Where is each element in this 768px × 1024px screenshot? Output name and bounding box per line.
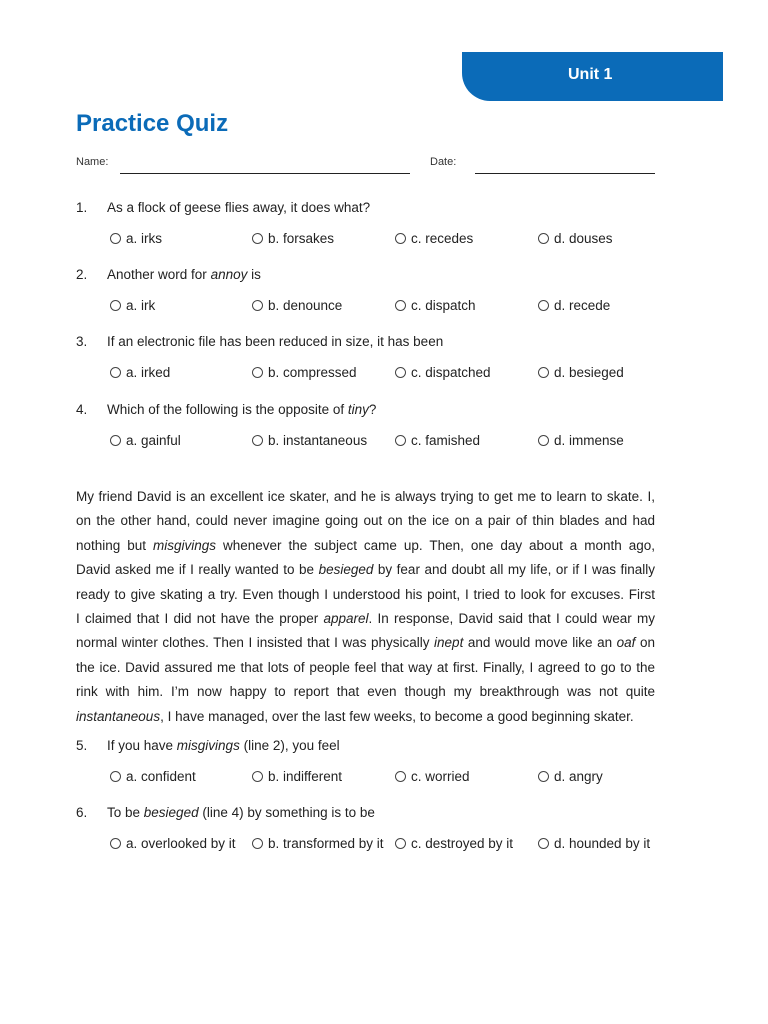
answer-option[interactable] [538, 231, 613, 246]
answer-option[interactable] [538, 298, 610, 313]
radio-icon[interactable] [110, 771, 121, 782]
passage-line: David asked me if I really wanted to be besieged by fear and doubt all my life, or if I was finally [76, 562, 655, 578]
question-5 [0, 738, 768, 808]
answer-option[interactable] [395, 836, 513, 851]
option-label: d. besieged [554, 365, 624, 380]
answer-option[interactable] [252, 231, 334, 246]
answer-option[interactable] [110, 365, 170, 380]
option-label: a. overlooked by it [126, 836, 236, 851]
answer-option[interactable] [252, 365, 357, 380]
radio-icon[interactable] [110, 838, 121, 849]
option-label: b. transformed by it [268, 836, 384, 851]
option-label: a. irked [126, 365, 171, 380]
answer-option[interactable] [395, 298, 476, 313]
option-label: d. recede [554, 298, 611, 313]
answer-option[interactable] [110, 433, 181, 448]
answer-option[interactable] [538, 836, 650, 851]
radio-icon[interactable] [395, 435, 406, 446]
answer-option[interactable] [110, 769, 196, 784]
answer-option[interactable] [252, 769, 342, 784]
reading-passage [76, 485, 655, 729]
answer-option[interactable] [395, 365, 491, 380]
passage-line: nothing but misgivings whenever the subject came up. Then, one day about a month ago, [76, 537, 655, 553]
unit-label: Unit 1 [568, 66, 613, 83]
unit-tab [462, 52, 723, 101]
passage-line: My friend David is an excellent ice skater, and he is always trying to get me to learn to skate. I, [76, 489, 655, 504]
option-label: b. indifferent [268, 769, 343, 784]
question-number: 4. [76, 402, 88, 417]
radio-icon[interactable] [252, 838, 263, 849]
radio-icon[interactable] [252, 771, 263, 782]
question-number: 5. [76, 738, 88, 753]
option-label: b. instantaneous [268, 433, 368, 448]
answer-option[interactable] [110, 231, 162, 246]
question-2 [0, 267, 768, 337]
question-text: Which of the following is the opposite of tiny? [107, 402, 377, 417]
answer-option[interactable] [538, 433, 624, 448]
passage-line: normal winter clothes. Then I insisted that I was physically inept and would move like an oaf on [76, 635, 655, 651]
passage-line: instantaneous, I have managed, over the last few weeks, to become a good beginning skater. [76, 708, 634, 724]
answer-option[interactable] [110, 298, 155, 313]
question-number: 3. [76, 334, 88, 349]
name-field-line[interactable] [120, 173, 410, 174]
radio-icon[interactable] [395, 838, 406, 849]
option-label: d. immense [554, 433, 624, 448]
passage-line: ready to give skating a try. Even though I understood his point, I tried to look for excuses. First [76, 586, 655, 602]
option-label: d. hounded by it [554, 836, 651, 851]
radio-icon[interactable] [538, 300, 549, 311]
passage-line: rink with him. I’m now happy to report that even though my breakthrough was not quite [76, 684, 655, 700]
question-1 [0, 200, 768, 270]
option-label: a. confident [126, 769, 196, 784]
radio-icon[interactable] [252, 300, 263, 311]
radio-icon[interactable] [395, 300, 406, 311]
name-label: Name: [76, 156, 109, 168]
question-text: As a flock of geese flies away, it does what? [107, 200, 371, 215]
option-label: c. dispatched [411, 365, 491, 380]
question-text: To be besieged (line 4) by something is to be [107, 805, 375, 820]
radio-icon[interactable] [538, 367, 549, 378]
radio-icon[interactable] [538, 435, 549, 446]
radio-icon[interactable] [110, 233, 121, 244]
radio-icon[interactable] [395, 233, 406, 244]
radio-icon[interactable] [110, 435, 121, 446]
radio-icon[interactable] [395, 367, 406, 378]
option-label: c. destroyed by it [411, 836, 514, 851]
radio-icon[interactable] [110, 300, 121, 311]
option-label: c. recedes [411, 231, 474, 246]
question-3 [0, 334, 768, 404]
option-label: b. forsakes [268, 231, 335, 246]
question-text: If an electronic file has been reduced in size, it has been [107, 334, 444, 349]
radio-icon[interactable] [538, 233, 549, 244]
question-number: 6. [76, 805, 88, 820]
date-label: Date: [430, 156, 457, 168]
option-label: b. denounce [268, 298, 343, 313]
option-label: c. dispatch [411, 298, 476, 313]
date-field-line[interactable] [475, 173, 655, 174]
question-4 [0, 402, 768, 472]
option-label: c. worried [411, 769, 470, 784]
option-label: a. irks [126, 231, 163, 246]
option-label: a. gainful [126, 433, 181, 448]
answer-option[interactable] [395, 769, 470, 784]
answer-option[interactable] [252, 433, 367, 448]
option-label: d. douses [554, 231, 613, 246]
radio-icon[interactable] [252, 233, 263, 244]
option-label: b. compressed [268, 365, 357, 380]
answer-option[interactable] [538, 769, 603, 784]
question-text: If you have misgivings (line 2), you feel [107, 738, 340, 753]
passage-line: I claimed that I did not have the proper apparel. In response, David said that I could wear my [76, 611, 655, 627]
answer-option[interactable] [395, 433, 480, 448]
answer-option[interactable] [395, 231, 473, 246]
question-text: Another word for annoy is [107, 267, 261, 282]
question-number: 1. [76, 200, 88, 215]
passage-line: on the other hand, could never imagine going out on the ice on a pair of thin blades and had [76, 513, 655, 529]
page-title: Practice Quiz [76, 110, 229, 137]
radio-icon[interactable] [538, 771, 549, 782]
radio-icon[interactable] [538, 838, 549, 849]
radio-icon[interactable] [110, 367, 121, 378]
radio-icon[interactable] [252, 367, 263, 378]
radio-icon[interactable] [395, 771, 406, 782]
option-label: a. irk [126, 298, 156, 313]
answer-option[interactable] [110, 836, 236, 851]
passage-line: the ice. David assured me that lots of people feel that way at first. Finally, I agreed to go to the [76, 659, 655, 675]
option-label: c. famished [411, 433, 481, 448]
answer-option[interactable] [538, 365, 624, 380]
answer-option[interactable] [252, 298, 342, 313]
radio-icon[interactable] [252, 435, 263, 446]
question-6 [0, 805, 768, 875]
answer-option[interactable] [252, 836, 384, 851]
question-number: 2. [76, 267, 88, 282]
option-label: d. angry [554, 769, 603, 784]
